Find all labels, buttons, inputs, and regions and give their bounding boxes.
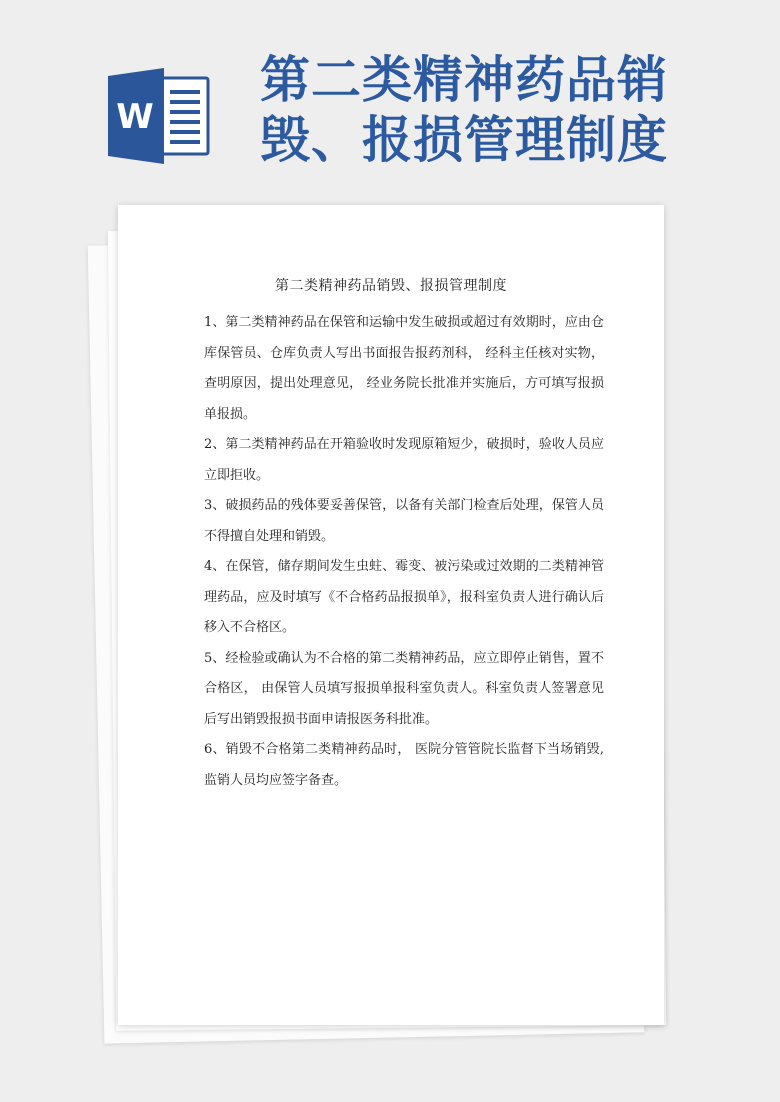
document-title: 第二类精神药品销毁、报损管理制度 [275, 278, 507, 294]
paragraph-6: 6、销毁不合格第二类精神药品时， 医院分管管院长监督下当场销毁,监销人员均应签字备查。 [204, 742, 604, 788]
paragraph-3: 3、破损药品的残体要妥善保管，以备有关部门检查后处理，保管人员不得擅自处理和销毁。 [204, 498, 604, 544]
paragraph-1: 1、第二类精神药品在保管和运输中发生破损或超过有效期时，应由仓库保管员、仓库负责人写出书面报告报药剂科， 经科主任核对实物，查明原因，提出处理意见， 经业务院长批准并实施后，方可填写报损单报损。 [204, 315, 604, 422]
page-title-line1: 第二类精神药品销 [260, 51, 668, 109]
word-icon [108, 68, 212, 164]
paragraph-4: 4、在保管，储存期间发生虫蛀、霉变、被污染或过效期的二类精神管理药品，应及时填写《不合格药品报损单》，报科室负责人进行确认后移入不合格区。 [204, 559, 604, 635]
page-title-line2: 毁、报损管理制度 [260, 111, 668, 169]
paragraph-5: 5、经检验或确认为不合格的第二类精神药品，应立即停止销售，置不合格区， 由保管人员填写报损单报科室负责人。科室负责人签署意见后写出销毁报损书面申请报医务科批准。 [204, 650, 604, 727]
document-page [118, 205, 664, 1025]
page-title [260, 50, 770, 170]
word-icon-letter: W [116, 97, 154, 137]
paragraph-2: 2、第二类精神药品在开箱验收时发现原箱短少，破损时，验收人员应立即拒收。 [204, 437, 604, 483]
document-body [204, 308, 604, 796]
